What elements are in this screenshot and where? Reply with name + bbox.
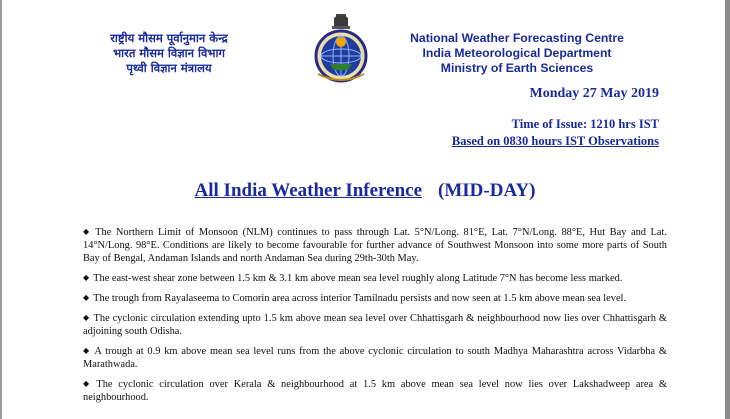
diamond-bullet-icon: ◆ <box>83 313 90 322</box>
hindi-line-3: पृथ्वी विज्ञान मंत्रालय <box>126 61 212 75</box>
page-right-edge <box>725 0 730 419</box>
list-item <box>83 272 667 285</box>
list-item <box>83 292 667 305</box>
imd-emblem-icon <box>308 12 374 86</box>
bullet-text: A trough at 0.9 km above mean sea level runs from the above cyclonic circulation to south Madhya Maharashtra across Vidarbha & Marathwada. <box>83 346 667 370</box>
page-left-edge <box>0 0 2 419</box>
diamond-bullet-icon: ◆ <box>83 227 92 236</box>
list-item <box>83 312 667 338</box>
english-line-1: National Weather Forecasting Centre <box>410 31 624 45</box>
english-line-2: India Meteorological Department <box>422 46 612 60</box>
issue-date: Monday 27 May 2019 <box>529 86 659 101</box>
bullet-text: The east-west shear zone between 1.5 km & 3.1 km above mean sea level roughly along Latitude 7°N has become less marked. <box>93 273 623 284</box>
hindi-header <box>64 31 274 76</box>
diamond-bullet-icon: ◆ <box>83 379 93 388</box>
bullet-text: The trough from Rayalaseema to Comorin area across interior Tamilnadu persists and now seen at 1.5 km above mean sea level. <box>93 293 627 304</box>
diamond-bullet-icon: ◆ <box>83 273 90 282</box>
diamond-bullet-icon: ◆ <box>83 346 91 355</box>
diamond-bullet-icon: ◆ <box>83 293 90 302</box>
list-item <box>83 345 667 371</box>
title-main: All India Weather Inference <box>194 180 423 201</box>
title-sub: (MID-DAY) <box>438 180 536 201</box>
bullet-text: The cyclonic circulation extending upto 1.5 km above mean sea level over Chhattisgarh & neighbourhood now lies over Chhattisgarh & adjoining south Odisha. <box>83 313 667 337</box>
hindi-line-2: भारत मौसम विज्ञान विभाग <box>113 46 225 60</box>
list-item <box>83 226 667 265</box>
inference-list <box>83 226 667 411</box>
bullet-text: The cyclonic circulation over Kerala & neighbourhood at 1.5 km above mean sea level now lies over Lakshadweep area & neighbourhood. <box>83 379 667 403</box>
english-header <box>386 31 648 76</box>
observation-basis: Based on 0830 hours IST Observations <box>451 134 659 148</box>
page-title <box>0 180 730 202</box>
issue-time: Time of Issue: 1210 hrs IST <box>511 117 659 131</box>
hindi-line-1: राष्ट्रीय मौसम पूर्वानुमान केन्द्र <box>110 31 228 45</box>
bullet-text: The Northern Limit of Monsoon (NLM) continues to pass through Lat. 5°N/Long. 81°E, Lat. 7°N/Long. 88°E, Hut Bay and Lat. 14°N/Long. 98°E. Conditions are likely to become favourable for further advance of Southwest Monsoon into some more parts of South Bay of Bengal, Andaman Islands and north Andaman Sea during 29th-30th May. <box>83 227 668 264</box>
english-line-3: Ministry of Earth Sciences <box>440 61 594 75</box>
list-item <box>83 378 667 404</box>
